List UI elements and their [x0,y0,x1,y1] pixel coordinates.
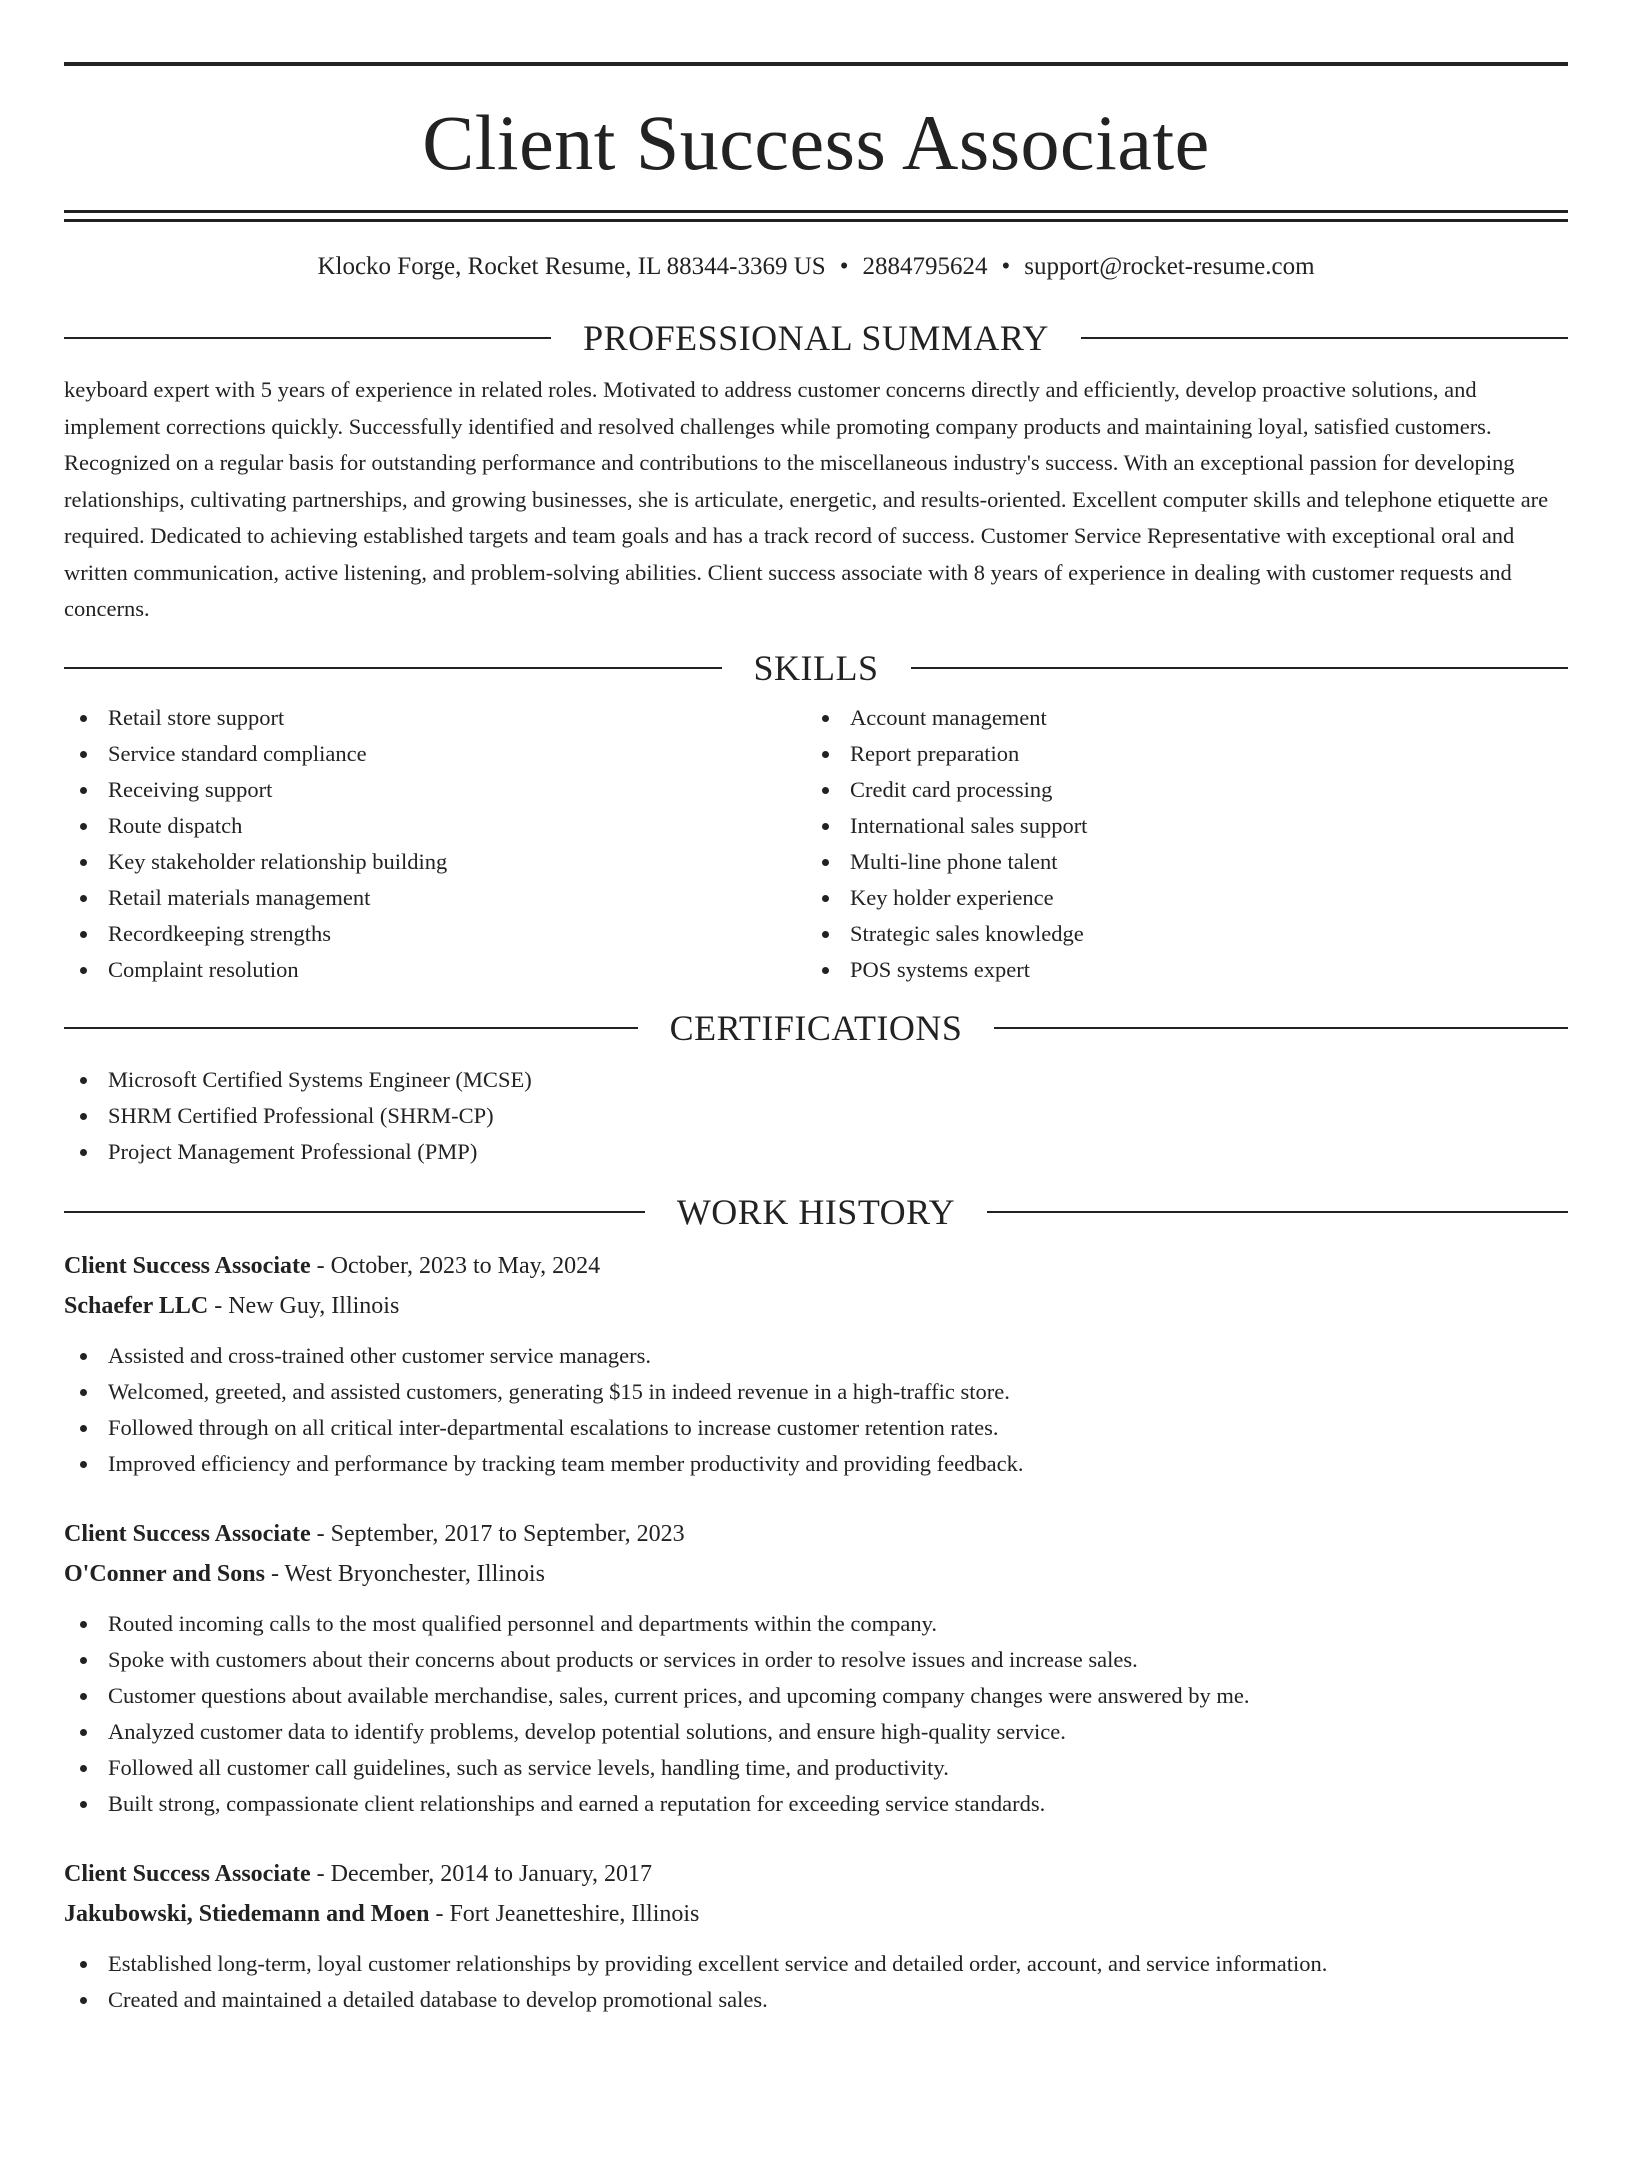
job-bullet: Analyzed customer data to identify problems, develop potential solutions, and ensure high-quality service. [64,1714,1568,1750]
certifications-list [64,1062,1568,1170]
job-bullet: Followed through on all critical inter-departmental escalations to increase customer retention rates. [64,1410,1568,1446]
dash-separator: - [264,1560,285,1587]
section-title: SKILLS [753,647,879,688]
skill-item: Retail store support [64,700,806,736]
summary-text: keyboard expert with 5 years of experience in related roles. Motivated to address customer concerns directly and efficiently, develop proactive solutions, and implement corrections quickly. Successfully identified and resolved challenges while promoting company products and maintaining loyal, satisfied customers. Recognized on a regular basis for outstanding performance and contributions to the miscellaneous industry's success. With an exceptional passion for developing relationships, cultivating partnerships, and growing businesses, she is articulate, energetic, and results-oriented. Excellent computer skills and telephone etiquette are required. Dedicated to achieving established targets and team goals and has a track record of success. Customer Service Representative with exceptional oral and written communication, active listening, and problem-solving abilities. Client success associate with 8 years of experience in dealing with customer requests and concerns. [64,377,1549,621]
candidate-name: Client Success Associate [422,99,1210,186]
skill-item: Report preparation [806,736,1568,772]
skill-item: Complaint resolution [64,952,806,988]
job-title-line [64,1854,1568,1894]
job-dates: December, 2014 to January, 2017 [330,1860,653,1887]
job-company: Jakubowski, Stiedemann and Moen [64,1900,430,1927]
section-heading-work-history [64,1191,1568,1232]
heading-rule [64,1211,645,1213]
contact-address: Klocko Forge, Rocket Resume, IL 88344-3369 US [317,253,826,280]
job-bullets [64,1606,1568,1822]
job-bullet: Established long-term, loyal customer relationships by providing excellent service and detailed order, account, and service information. [64,1946,1568,1982]
job-location: West Bryonchester, Illinois [284,1560,545,1587]
job-bullet: Welcomed, greeted, and assisted customers, generating $15 in indeed revenue in a high-traffic store. [64,1374,1568,1410]
certification-item: Microsoft Certified Systems Engineer (MCSE) [64,1062,1568,1098]
contact-line [64,252,1568,282]
job-bullet: Assisted and cross-trained other customer service managers. [64,1338,1568,1374]
contact-separator: • [839,253,849,280]
dash-separator: - [208,1292,229,1319]
job-title-line [64,1246,1568,1286]
skill-item: Receiving support [64,772,806,808]
skill-item: Strategic sales knowledge [806,916,1568,952]
section-heading-summary [64,320,1568,356]
job-bullet: Spoke with customers about their concerns about products or services in order to resolve issues and increase sales. [64,1642,1568,1678]
skill-item: Key holder experience [806,880,1568,916]
job-bullets [64,1338,1568,1482]
job-title-line [64,1514,1568,1554]
skill-item: Recordkeeping strengths [64,916,806,952]
job-title: Client Success Associate [64,1860,311,1887]
certification-item: SHRM Certified Professional (SHRM-CP) [64,1098,1568,1134]
dash-separator: - [310,1860,331,1887]
section-title: CERTIFICATIONS [669,1007,963,1048]
job-bullet: Created and maintained a detailed database to develop promotional sales. [64,1982,1568,2018]
contact-separator: • [1001,253,1011,280]
skill-item: POS systems expert [806,952,1568,988]
skill-item: Key stakeholder relationship building [64,844,806,880]
section-title: PROFESSIONAL SUMMARY [583,318,1049,358]
work-history-list [64,1246,1568,2018]
heading-rule [64,1027,638,1029]
skill-item: Multi-line phone talent [806,844,1568,880]
skill-item: International sales support [806,808,1568,844]
heading-rule [64,667,722,669]
skills-grid [64,700,1568,988]
job-company-line [64,1554,1568,1594]
dash-separator: - [310,1520,331,1547]
job-company: Schaefer LLC [64,1292,209,1319]
heading-rule [1081,337,1568,339]
resume-page [0,62,1632,2174]
heading-rule [911,667,1569,669]
heading-rule [987,1211,1568,1213]
section-heading-certifications [64,1007,1568,1048]
job-entry [64,1246,1568,1482]
job-dates: September, 2017 to September, 2023 [330,1520,685,1547]
dash-separator: - [310,1252,331,1279]
skill-item: Credit card processing [806,772,1568,808]
header-double-rule [64,210,1568,222]
skills-list-left [64,700,806,988]
job-title: Client Success Associate [64,1520,311,1547]
section-heading-skills [64,647,1568,688]
section-title: WORK HISTORY [676,1191,956,1232]
job-bullet: Customer questions about available merchandise, sales, current prices, and upcoming company changes were answered by me. [64,1678,1568,1714]
job-bullet: Routed incoming calls to the most qualified personnel and departments within the company. [64,1606,1568,1642]
dash-separator: - [429,1900,450,1927]
job-bullet: Built strong, compassionate client relationships and earned a reputation for exceeding service standards. [64,1786,1568,1822]
top-rule [64,62,1568,66]
job-company: O'Conner and Sons [64,1560,265,1587]
job-bullet: Improved efficiency and performance by tracking team member productivity and providing feedback. [64,1446,1568,1482]
heading-rule [64,337,551,339]
job-title: Client Success Associate [64,1252,311,1279]
skill-item: Account management [806,700,1568,736]
job-company-line [64,1286,1568,1326]
job-company-line [64,1894,1568,1934]
certification-item: Project Management Professional (PMP) [64,1134,1568,1170]
job-location: New Guy, Illinois [228,1292,400,1319]
skills-list-right [806,700,1568,988]
skill-item: Route dispatch [64,808,806,844]
job-entry [64,1854,1568,2018]
contact-email: support@rocket-resume.com [1024,253,1315,280]
job-dates: October, 2023 to May, 2024 [330,1252,601,1279]
job-entry [64,1514,1568,1822]
contact-phone: 2884795624 [862,253,988,280]
job-location: Fort Jeanetteshire, Illinois [449,1900,700,1927]
skill-item: Service standard compliance [64,736,806,772]
job-bullets [64,1946,1568,2018]
heading-rule [994,1027,1568,1029]
skill-item: Retail materials management [64,880,806,916]
job-bullet: Followed all customer call guidelines, such as service levels, handling time, and productivity. [64,1750,1568,1786]
